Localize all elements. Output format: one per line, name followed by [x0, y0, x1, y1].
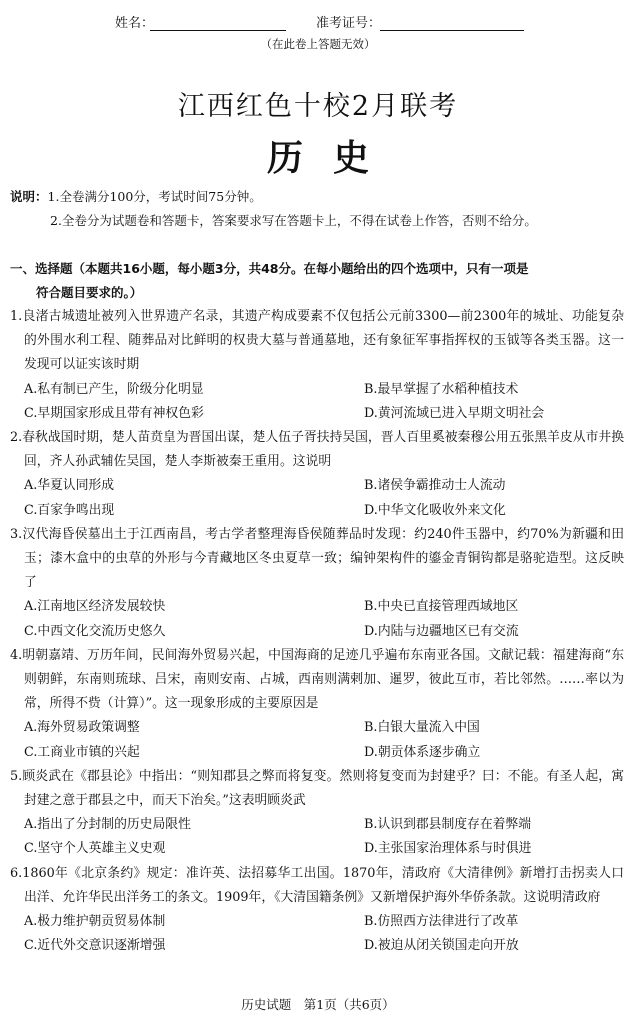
question-6 — [10, 862, 624, 959]
question-5 — [10, 765, 624, 862]
option-c: C.早期国家形成且带有神权色彩 — [24, 405, 204, 421]
question-stem: 1.良渚古城遗址被列入世界遗产名录，其遗产构成要素不仅包括公元前3300—前2300年的城址、功能复杂的外围水利工程、随葬品对比鲜明的权贵大墓与普通墓地，还有象征军事指挥权的玉钺等各类玉器。这一发现可以证实该时期 — [10, 309, 624, 373]
option-a: A.私有制已产生，阶级分化明显 — [24, 381, 204, 397]
option-d: D.内陆与边疆地区已有交流 — [364, 623, 519, 639]
question-list — [10, 305, 624, 958]
section-heading-line-1: 一、选择题（本题共16小题，每小题3分，共48分。在每小题给出的四个选项中，只有一项是 — [10, 261, 529, 276]
option-d: D.朝贡体系逐步确立 — [364, 744, 481, 760]
option-b: B.中央已直接管理西域地区 — [364, 599, 519, 615]
option-c: C.工商业市镇的兴起 — [24, 744, 140, 760]
option-a: A.海外贸易政策调整 — [24, 720, 140, 736]
name-field-line — [150, 30, 286, 31]
option-a: A.江南地区经济发展较快 — [24, 599, 166, 615]
option-d: D.主张国家治理体系与时俱进 — [364, 841, 532, 857]
question-stem: 3.汉代海昏侯墓出土于江西南昌，考古学者整理海昏侯随葬品时发现：约240件玉器中，约70%为新疆和田玉；漆木盒中的虫草的外形与今青藏地区冬虫夏草一致；编钟架构件的鎏金青铜钩都是骆驼造型。这反映了 — [10, 526, 624, 591]
instructions — [10, 185, 630, 233]
instruction-2: 2.全卷分为试题卷和答题卡，答案要求写在答题卡上，不得在试卷上作答，否则不给分。 — [50, 213, 537, 228]
option-d: D.黄河流域已进入早期文明社会 — [364, 405, 545, 421]
option-c: C.坚守个人英雄主义史观 — [24, 841, 166, 857]
option-a: A.华夏认同形成 — [24, 478, 115, 494]
option-a: A.指出了分封制的历史局限性 — [24, 817, 191, 833]
option-b: B.白银大量流入中国 — [364, 720, 480, 736]
option-b: B.仿照西方法律进行了改革 — [364, 914, 519, 930]
section-heading-line-2: 符合题目要求的。） — [36, 285, 143, 300]
name-label: 姓名： — [115, 16, 155, 31]
option-b: B.认识到郡县制度存在着弊端 — [364, 817, 532, 833]
question-1 — [10, 305, 624, 426]
question-stem: 5.顾炎武在《郡县论》中指出：“则知郡县之弊而将复变。然则将复变而为封建乎？曰：不能。有圣人起，寓封建之意于郡县之中，而天下治矣。”这表明顾炎武 — [10, 768, 624, 809]
option-c: C.百家争鸣出现 — [24, 502, 115, 518]
section-heading — [10, 257, 630, 305]
question-stem: 4.明朝嘉靖、万历年间，民间海外贸易兴起，中国海商的足迹几乎遍布东南亚各国。文献记载：福建海商“东则朝鲜，东南则琉球、吕宋，南则安南、占城，西南则满剌加、暹罗，彼此互市，若比邻然。……率以为常，所得不赀（计算）”。这一现象形成的主要原因是 — [10, 647, 624, 712]
instruction-1: 1.全卷满分100分，考试时间75分钟。 — [47, 189, 262, 204]
instructions-label: 说明： — [10, 189, 48, 204]
option-d: D.被迫从闭关锁国走向开放 — [364, 938, 519, 954]
option-c: C.近代外交意识逐渐增强 — [24, 938, 166, 954]
question-stem: 6.1860年《北京条约》规定：准许英、法招募华工出国。1870年，清政府《大清律例》新增打击拐卖人口出洋、允许华民出洋务工的条文。1909年，《大清国籍条例》又新增保护海外华侨条款。这说明清政府 — [10, 865, 624, 905]
option-d: D.中华文化吸收外来文化 — [364, 502, 506, 518]
option-c: C.中西文化交流历史悠久 — [24, 623, 166, 639]
subject-title: 历史 — [266, 138, 399, 179]
invalid-note: （在此卷上答题无效） — [260, 37, 376, 51]
exam-header — [0, 12, 636, 52]
question-4 — [10, 644, 624, 765]
question-3 — [10, 523, 624, 644]
option-b: B.最早掌握了水稻种植技术 — [364, 381, 519, 397]
question-stem: 2.春秋战国时期，楚人苗贲皇为晋国出谋，楚人伍子胥扶持吴国，晋人百里奚被秦穆公用五张黑羊皮从市井换回，齐人孙武辅佐吴国，楚人李斯被秦王重用。这说明 — [10, 430, 624, 470]
option-b: B.诸侯争霸推动士人流动 — [364, 478, 506, 494]
id-field-line — [380, 30, 524, 31]
question-2 — [10, 426, 624, 523]
exam-title: 江西红色十校2月联考 — [177, 91, 459, 122]
page-footer: 历史试题 第1页（共6页） — [241, 997, 395, 1012]
option-a: A.极力维护朝贡贸易体制 — [24, 914, 166, 930]
id-label: 准考证号： — [316, 16, 382, 31]
